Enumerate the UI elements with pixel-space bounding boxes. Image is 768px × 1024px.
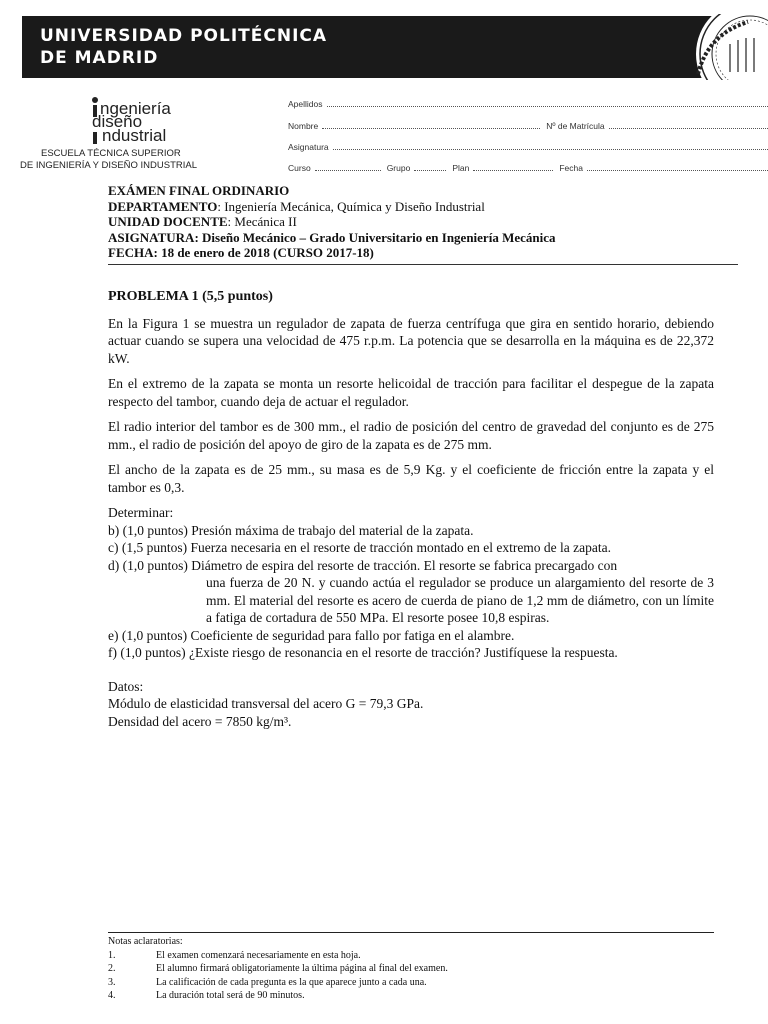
field-label-curso: Curso (288, 163, 311, 173)
field-label-grupo: Grupo (386, 163, 411, 173)
logo-word-diseno: diseño (92, 112, 143, 131)
exam-title: EXÁMEN FINAL ORDINARIO (108, 183, 290, 198)
question-item-c: c) (1,5 puntos) Fuerza necesaria en el resorte de tracción montado en el extremo de la zapata. (108, 540, 612, 555)
problem-paragraph: En el extremo de la zapata se monta un resorte helicoidal de tracción para facilitar el despegue de la zapata respecto del tambor, cuando deja de actuar el regulador. (108, 376, 714, 409)
university-seal-icon (678, 14, 768, 80)
problem-paragraph: El ancho de la zapata es de 25 mm., su masa es de 5,9 Kg. y el coeficiente de fricción entre la zapata y el tambor es 0,3. (108, 462, 714, 495)
logo-word-ingenieria: ngeniería (100, 99, 171, 118)
logo-word-industrial: ndustrial (102, 126, 167, 145)
problem-paragraph: El radio interior del tambor es de 300 mm., el radio de posición del centro de gravedad del conjunto es de 275 mm., el radio de posición del apoyo de giro de la zapata es de 275 mm. (108, 419, 714, 452)
question-item-d-continuation: una fuerza de 20 N. y cuando actúa el regulador se produce un alargamiento del resorte de 3 mm. El material del resorte es acero de cuerda de piano de 1,2 mm de diámetro, con un límite a fatiga de cortadura de 550 MPa. El resorte posee 10,8 espiras. (206, 575, 714, 625)
field-apellidos[interactable] (288, 98, 768, 109)
school-logo (20, 94, 230, 174)
university-banner (22, 16, 768, 78)
exam-header (108, 183, 556, 261)
datos-title: Datos: (108, 678, 144, 694)
question-item-b: b) (1,0 puntos) Presión máxima de trabajo del material de la zapata. (108, 522, 474, 538)
date-line: FECHA: 18 de enero de 2018 (CURSO 2017-18) (108, 245, 374, 260)
footer-notes (108, 932, 714, 1003)
datos-item: Densidad del acero = 7850 kg/m³. (108, 713, 292, 729)
note-item: 1. El examen comenzará necesariamente en esta hoja. (108, 949, 361, 961)
field-label-apellidos: Apellidos (288, 99, 323, 109)
note-item: 4. La duración total será de 90 minutos. (108, 990, 305, 1001)
header-divider (108, 264, 738, 265)
department-line: DEPARTAMENTO: Ingeniería Mecánica, Química y Diseño Industrial (108, 198, 485, 214)
field-label-matricula: Nº de Matrícula (546, 121, 605, 131)
school-subtitle-2: DE INGENIERÍA Y DISEÑO INDUSTRIAL (20, 160, 198, 171)
datos-item: Módulo de elasticidad transversal del acero G = 79,3 GPa. (108, 696, 424, 711)
question-item-f: f) (1,0 puntos) ¿Existe riesgo de resonancia en el resorte de tracción? Justifíquese la respuesta. (108, 645, 618, 660)
field-label-fecha: Fecha (559, 163, 583, 173)
problem-title: PROBLEMA 1 (5,5 puntos) (108, 289, 273, 304)
note-item: 2. El alumno firmará obligatoriamente la última página al final del examen. (108, 963, 448, 974)
unit-line: UNIDAD DOCENTE: Mecánica II (108, 214, 297, 229)
question-item-e: e) (1,0 puntos) Coeficiente de seguridad para fallo por fatiga en el alambre. (108, 627, 515, 643)
field-label-nombre: Nombre (288, 121, 319, 131)
field-asignatura[interactable] (288, 141, 768, 152)
field-nombre-matricula[interactable] (288, 120, 768, 131)
university-name-line1: UNIVERSIDAD POLITÉCNICA (40, 26, 328, 46)
university-name-line2: DE MADRID (40, 48, 159, 68)
problem-paragraph: En la Figura 1 se muestra un regulador de zapata de fuerza centrífuga que gira en sentido horario, debiendo actuar cuando se supera una velocidad de 475 r.p.m. La potencia que se desarrolla en la máquina es de 22,372 kW. (108, 315, 714, 366)
school-subtitle-1: ESCUELA TÉCNICA SUPERIOR (41, 148, 181, 159)
note-item: 3. La calificación de cada pregunta es la que aparece junto a cada una. (108, 976, 427, 988)
determine-label: Determinar: (108, 505, 174, 520)
field-label-plan: Plan (452, 163, 470, 173)
question-item-d: d) (1,0 puntos) Diámetro de espira del resorte de tracción. El resorte se fabrica precargado con (108, 557, 618, 573)
footer-title: Notas aclaratorias: (108, 936, 183, 947)
subject-line: ASIGNATURA: Diseño Mecánico – Grado Universitario en Ingeniería Mecánica (108, 229, 556, 245)
field-curso-grupo-plan-fecha[interactable] (288, 162, 768, 173)
problem-content (108, 288, 714, 730)
field-label-asignatura: Asignatura (288, 142, 329, 152)
